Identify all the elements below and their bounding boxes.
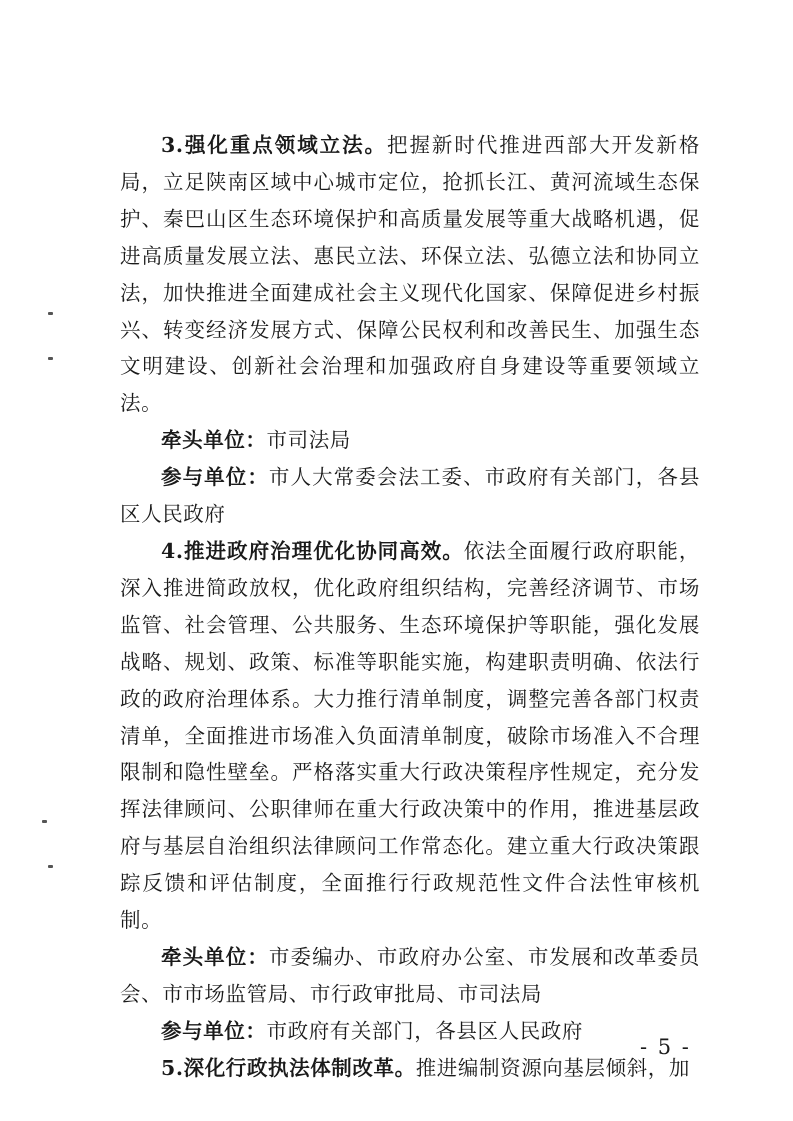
section-4-body: 依法全面履行政府职能，深入推进简政放权，优化政府组织结构，完善经济调节、市场监管、社会管理、公共服务、生态环境保护等职能，强化发展战略、规划、政策、标准等职能实施，构建职责明确、依法行政的政府治理体系。大力推行清单制度，调整完善各部门权责清单，全面推进市场准入负面清单制度，破除市场准入不合理限制和隐性壁垒。严格落实重大行政决策程序性规定，充分发挥法律顾问、公职律师在重大行政决策中的作用，推进基层政府与基层自治组织法律顾问工作常态化。建立重大行政决策跟踪反馈和评估制度，全面推行行政规范性文件合法性审核机制。 <box>120 538 700 933</box>
participants-label: 参与单位： <box>161 1018 267 1043</box>
lead-unit-value: 市司法局 <box>266 428 351 453</box>
section-4-lead-unit <box>120 939 700 1013</box>
lead-unit-label: 牵头单位： <box>161 428 267 453</box>
section-3-body: 把握新时代推进西部大开发新格局，立足陕南区域中心城市定位，抢抓长江、黄河流域生态保护、秦巴山区生态环境保护和高质量发展等重大战略机遇，促进高质量发展立法、惠民立法、环保立法、弘德立法和协同立法，加快推进全面建成社会主义现代化国家、保障促进乡村振兴、转变经济发展方式、保障公民权利和改善民生、加强生态文明建设、创新社会治理和加强政府自身建设等重要领域立法。 <box>120 133 700 416</box>
section-4-paragraph <box>120 533 700 939</box>
participants-label: 参与单位： <box>161 465 269 490</box>
lead-unit-label: 牵头单位： <box>161 944 269 969</box>
section-5-paragraph <box>120 1050 700 1087</box>
section-3-lead-unit <box>120 422 700 459</box>
section-4-heading: 4.推进政府治理优化协同高效。 <box>161 538 464 563</box>
section-3-heading: 3.强化重点领域立法。 <box>161 133 388 157</box>
section-5-heading: 5.深化行政执法体制改革。 <box>161 1055 416 1080</box>
section-3-paragraph <box>120 127 700 422</box>
scan-mark <box>42 820 47 823</box>
section-4-participants <box>120 1013 700 1050</box>
lead-unit-value: 市委编办、市政府办公室、市发展和改革委员会、市市场监管局、市行政审批局、市司法局 <box>120 944 701 1006</box>
section-5-body: 推进编制资源向基层倾斜，加 <box>415 1055 691 1080</box>
document-body <box>120 127 700 1087</box>
participants-value: 市人大常委会法工委、市政府有关部门，各县区人民政府 <box>120 465 701 527</box>
participants-value: 市政府有关部门，各县区人民政府 <box>266 1018 583 1043</box>
page-number: - 5 - <box>640 1035 691 1059</box>
scan-mark <box>48 865 53 868</box>
section-3-participants <box>120 459 700 533</box>
scan-mark <box>48 312 53 315</box>
scan-mark <box>48 357 53 360</box>
